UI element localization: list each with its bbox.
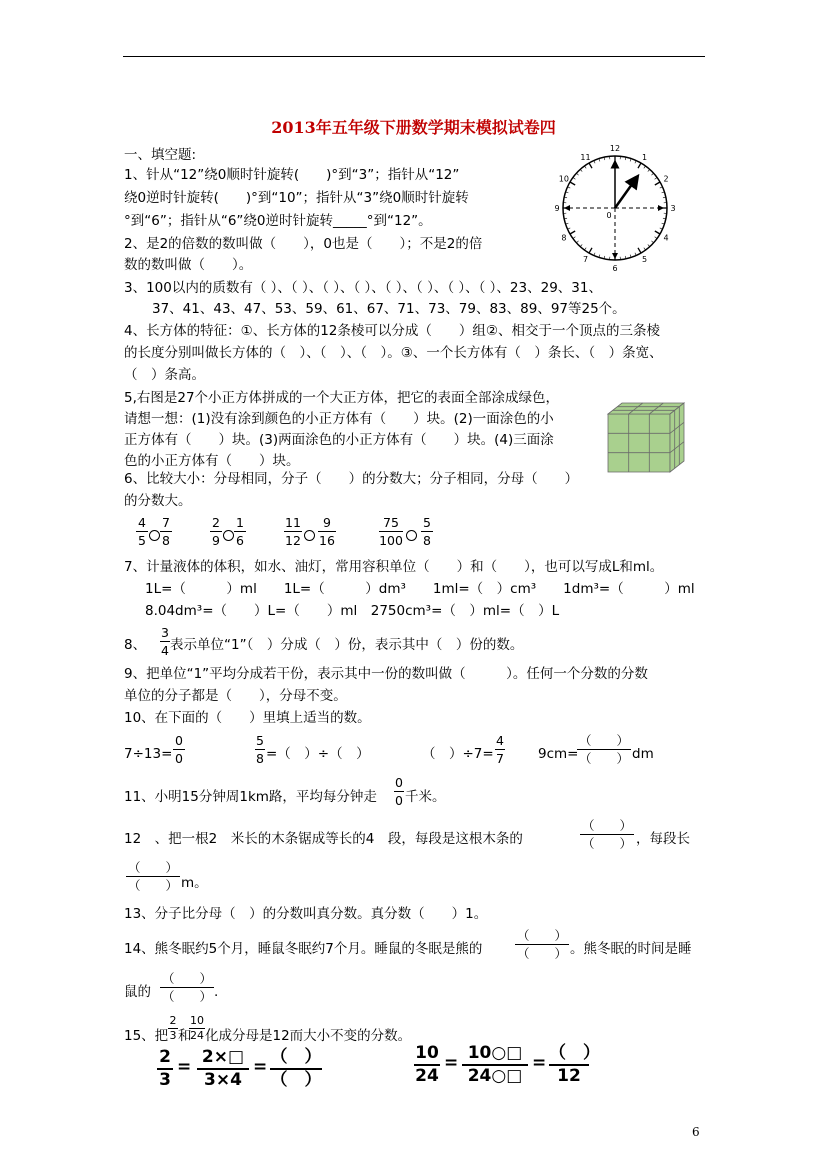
- q6-frac3-a: 11 12: [285, 515, 301, 548]
- compare-circle[interactable]: [406, 530, 417, 541]
- q4-line1: 4、长方体的特征：①、长方体的12条棱可以分成（ ）组②、相交于一个顶点的三条棱: [124, 323, 660, 339]
- q1-line2: 绕0逆时针旋转( )°到“10”；指针从“3”绕0顺时针旋转: [124, 190, 469, 206]
- q15-right-frac3: （ ） 12: [549, 1043, 600, 1086]
- clock-tick: [584, 248, 586, 250]
- q12-text: 12 、把一根2 米长的木条锯成等长的4 段，每段是这根木条的: [124, 831, 523, 847]
- clock-tick: [584, 166, 586, 168]
- clock-tick: [651, 173, 653, 175]
- compare-circle[interactable]: [304, 530, 315, 541]
- q6-frac1-a: 4 5: [136, 515, 148, 548]
- clock-tick: [573, 177, 575, 179]
- q9-line2: 单位的分子都是（ ），分母不变。: [124, 688, 347, 704]
- q12-frac2: （ ） （ ）: [127, 860, 178, 893]
- clock-tick: [648, 244, 650, 246]
- q14-text2: 。熊冬眠的时间是睡: [570, 941, 692, 957]
- equals-sign: =: [532, 1053, 547, 1073]
- q10-item1: 7÷13=: [124, 746, 173, 762]
- q6-frac2-b: 1 6: [234, 515, 246, 548]
- q4-line3: （ ）条高。: [124, 367, 205, 383]
- clock-tick: [580, 169, 582, 171]
- clock-tick: [576, 173, 578, 175]
- clock-tick: [570, 182, 575, 185]
- q10-item3: （ ）÷7=: [422, 746, 494, 762]
- q10-frac3: 4 7: [496, 733, 504, 766]
- clock-tick: [573, 237, 575, 239]
- clock-tick: [644, 166, 646, 168]
- clock-tick: [655, 237, 657, 239]
- q10-frac1: 0 0: [173, 733, 185, 766]
- clock-number: 6: [612, 264, 618, 273]
- q8-label: 8、: [124, 637, 147, 653]
- q6-frac4-b: 5 8: [421, 515, 433, 548]
- page-title: 2013年五年级下册数学期末模拟试卷四: [271, 118, 556, 137]
- q6-frac1-b: 7 8: [160, 515, 172, 548]
- q5-line1: 5,右图是27个小正方体拼成的一个大正方体，把它的表面全部涂成绿色，: [124, 390, 560, 406]
- q15-and: 和: [178, 1028, 192, 1044]
- q2-line1: 2、是2的倍数的数叫做（ ），0也是（ ）；不是2的倍: [124, 236, 483, 252]
- q14-frac2: （ ） （ ）: [161, 971, 212, 1004]
- clock-tick: [576, 241, 578, 243]
- q4-line2: 的长度分别叫做长方体的（ ）、（ ）、（ ）。③、一个长方体有（ ）条长、（ ）条宽、: [124, 345, 663, 361]
- q6-frac3-b: 9 16: [319, 515, 335, 548]
- clock-number: 11: [580, 152, 591, 162]
- q14-frac1: （ ） （ ）: [516, 928, 567, 961]
- clock-tick: [655, 231, 660, 234]
- q10-frac4: （ ） （ ）: [578, 733, 629, 766]
- q11-frac: 0 0: [395, 775, 403, 808]
- q12-unit: m。: [181, 875, 208, 891]
- q8-frac: 3 4: [161, 625, 169, 658]
- q1-line3: °到“6”；指针从“6”绕0逆时针旋转_____°到“12”。: [124, 213, 432, 229]
- q15-left-frac2: 2×□ 3×4: [197, 1048, 249, 1090]
- q15-text: 15、把: [124, 1028, 169, 1044]
- q5-line4: 色的小正方体有（ ）块。: [124, 453, 300, 469]
- q7-line3: 8.04dm³=（ ）L=（ ）ml 2750cm³=（ ）ml=（ ）L: [145, 603, 560, 619]
- q1-line1: 1、针从“12”绕0顺时针旋转( )°到“3”；指针从“12”: [124, 167, 460, 183]
- q5-line3: 正方体有（ ）块。(3)两面涂色的小正方体有（ ）块。(4)三面涂: [124, 432, 554, 448]
- q14-text3: 鼠的: [124, 984, 151, 1000]
- clock-number: 5: [641, 255, 648, 265]
- q12-text2: ，每段长: [636, 831, 690, 847]
- compare-circle[interactable]: [149, 530, 160, 541]
- clock-number: 10: [558, 174, 569, 184]
- clock-tick: [655, 177, 657, 179]
- clock-number: 2: [663, 174, 669, 184]
- clock-diagram: [554, 144, 680, 275]
- q12-frac1: （ ） （ ）: [581, 818, 632, 851]
- q15-text2: 化成分母是12而大小不变的分数。: [205, 1028, 412, 1044]
- q10-frac2: 5 8: [256, 733, 264, 766]
- clock-tick: [655, 182, 660, 185]
- clock-number: 8: [561, 233, 567, 243]
- q3-line1: 3、100以内的质数有（ ）、（ ）、（ ）、（ ）、（ ）、（ ）、（ ）、（ ）、23、29、31、: [124, 280, 602, 296]
- clock-number: 3: [670, 204, 676, 213]
- q15-right-frac2: 10○□ 24○□: [462, 1044, 528, 1086]
- q7-line2: 1L=（ ）ml 1L=（ ）dm³ 1ml=（ ）cm³ 1dm³=（ ）ml: [145, 581, 695, 597]
- equals-sign: =: [444, 1053, 459, 1073]
- clock-tick: [651, 241, 653, 243]
- clock-tick: [570, 231, 575, 234]
- clock-tick: [638, 248, 641, 253]
- header-rule: [123, 56, 705, 57]
- q6-frac4-a: 75 100: [379, 515, 403, 548]
- compare-circle[interactable]: [223, 530, 234, 541]
- q14-text: 14、熊冬眠约5个月，睡鼠冬眠约7个月。睡鼠的冬眠是熊的: [124, 941, 483, 957]
- section-label: 一、填空题:: [124, 147, 197, 163]
- equals-sign: =: [177, 1057, 192, 1077]
- clock-number: 4: [663, 233, 669, 243]
- q6-line1: 6、比较大小：分母相同，分子（ ）的分数大；分子相同，分母（ ）: [124, 471, 579, 487]
- clock-number: 1: [641, 152, 648, 162]
- q10-item5: dm: [632, 746, 654, 762]
- q10-line: 10、在下面的（ ）里填上适当的数。: [124, 710, 371, 726]
- clock-center-label: 0: [606, 211, 612, 220]
- q10-item2: =（ ）÷（ ）: [266, 746, 370, 762]
- clock-tick: [644, 248, 646, 250]
- q3-line2: 37、41、43、47、53、59、61、67、71、73、79、83、89、97等25个。: [152, 301, 626, 317]
- q6-frac2-a: 2 9: [210, 515, 222, 548]
- clock-tick: [648, 169, 650, 171]
- cube-diagram: [608, 402, 688, 474]
- q11-unit: 千米。: [405, 789, 446, 805]
- clock-number: 12: [609, 144, 621, 153]
- q15-left-frac1: 2 3: [157, 1048, 173, 1090]
- q15-frac1: 2 3: [169, 1014, 177, 1042]
- q8-text: 表示单位“1”（ ）分成（ ）份，表示其中（ ）份的数。: [170, 637, 524, 653]
- clock-tick: [580, 244, 582, 246]
- q2-line2: 数的数叫做（ ）。: [124, 257, 253, 273]
- q15-left-frac3: （ ） （ ）: [270, 1047, 322, 1090]
- q10-item4: 9cm=: [538, 746, 579, 762]
- clock-tick: [589, 248, 592, 253]
- q15-frac2: 10 24: [190, 1014, 204, 1042]
- q9-line1: 9、把单位“1”平均分成若干份，表示其中一份的数叫做（ ）。任何一个分数的分数: [124, 666, 648, 682]
- q7-line1: 7、计量液体的体积，如水、油灯，常用容积单位（ ）和（ ），也可以写成L和ml。: [124, 559, 664, 575]
- q6-line2: 的分数大。: [124, 493, 192, 509]
- clock-tick: [589, 163, 592, 168]
- q5-line2: 请想一想：(1)没有涂到颜色的小正方体有（ ）块。(2)一面涂色的小: [124, 411, 554, 427]
- clock-tick: [638, 163, 641, 168]
- q14-end: .: [214, 984, 219, 1000]
- equals-sign: =: [253, 1057, 268, 1077]
- q13-text: 13、分子比分母（ ）的分数叫真分数。真分数（ ）1。: [124, 906, 488, 922]
- q11-text: 11、小明15分钟周1km路，平均每分钟走: [124, 789, 377, 805]
- clock-number: 7: [582, 255, 589, 265]
- page-number: 6: [692, 1125, 700, 1139]
- q15-right-frac1: 10 24: [415, 1043, 439, 1086]
- clock-number: 9: [554, 204, 560, 213]
